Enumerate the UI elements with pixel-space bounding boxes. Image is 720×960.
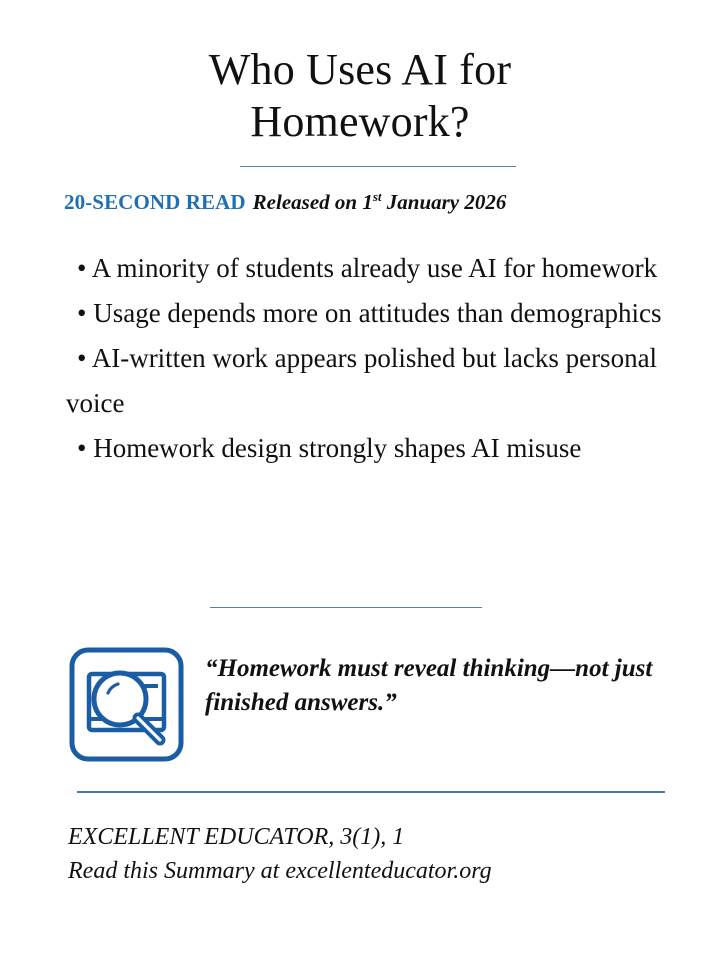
pull-quote-row	[68, 646, 668, 763]
release-date-suffix: January 2026	[381, 190, 507, 214]
release-date-prefix: Released on 1	[252, 190, 373, 214]
read-more-link[interactable]: Read this Summary at excellenteducator.org	[68, 858, 492, 884]
list-item: • A minority of students already use AI for homework	[77, 253, 658, 283]
section-divider	[210, 607, 482, 608]
list-item: • Usage depends more on attitudes than demographics	[77, 298, 662, 328]
journal-citation: EXCELLENT EDUCATOR, 3(1), 1	[68, 824, 405, 850]
kicker-row	[64, 190, 684, 215]
footer-divider	[77, 791, 665, 793]
magnifier-over-document-icon	[68, 646, 185, 763]
release-date-ordinal: st	[372, 189, 382, 204]
pull-quote-text: “Homework must reveal thinking—not just finished answers.”	[205, 655, 653, 716]
list-item: • Homework design strongly shapes AI misuse	[77, 433, 582, 463]
footer	[68, 820, 688, 888]
title-divider	[240, 166, 516, 167]
read-time-badge: 20-SECOND READ	[64, 190, 246, 214]
release-date	[253, 190, 507, 214]
list-item: • AI-written work appears polished but lacks personal voice	[66, 343, 658, 418]
page-title-line-2: Homework?	[250, 97, 470, 146]
key-points-list	[66, 246, 666, 471]
page-title-line-1: Who Uses AI for	[208, 45, 512, 94]
page-title	[60, 44, 660, 148]
